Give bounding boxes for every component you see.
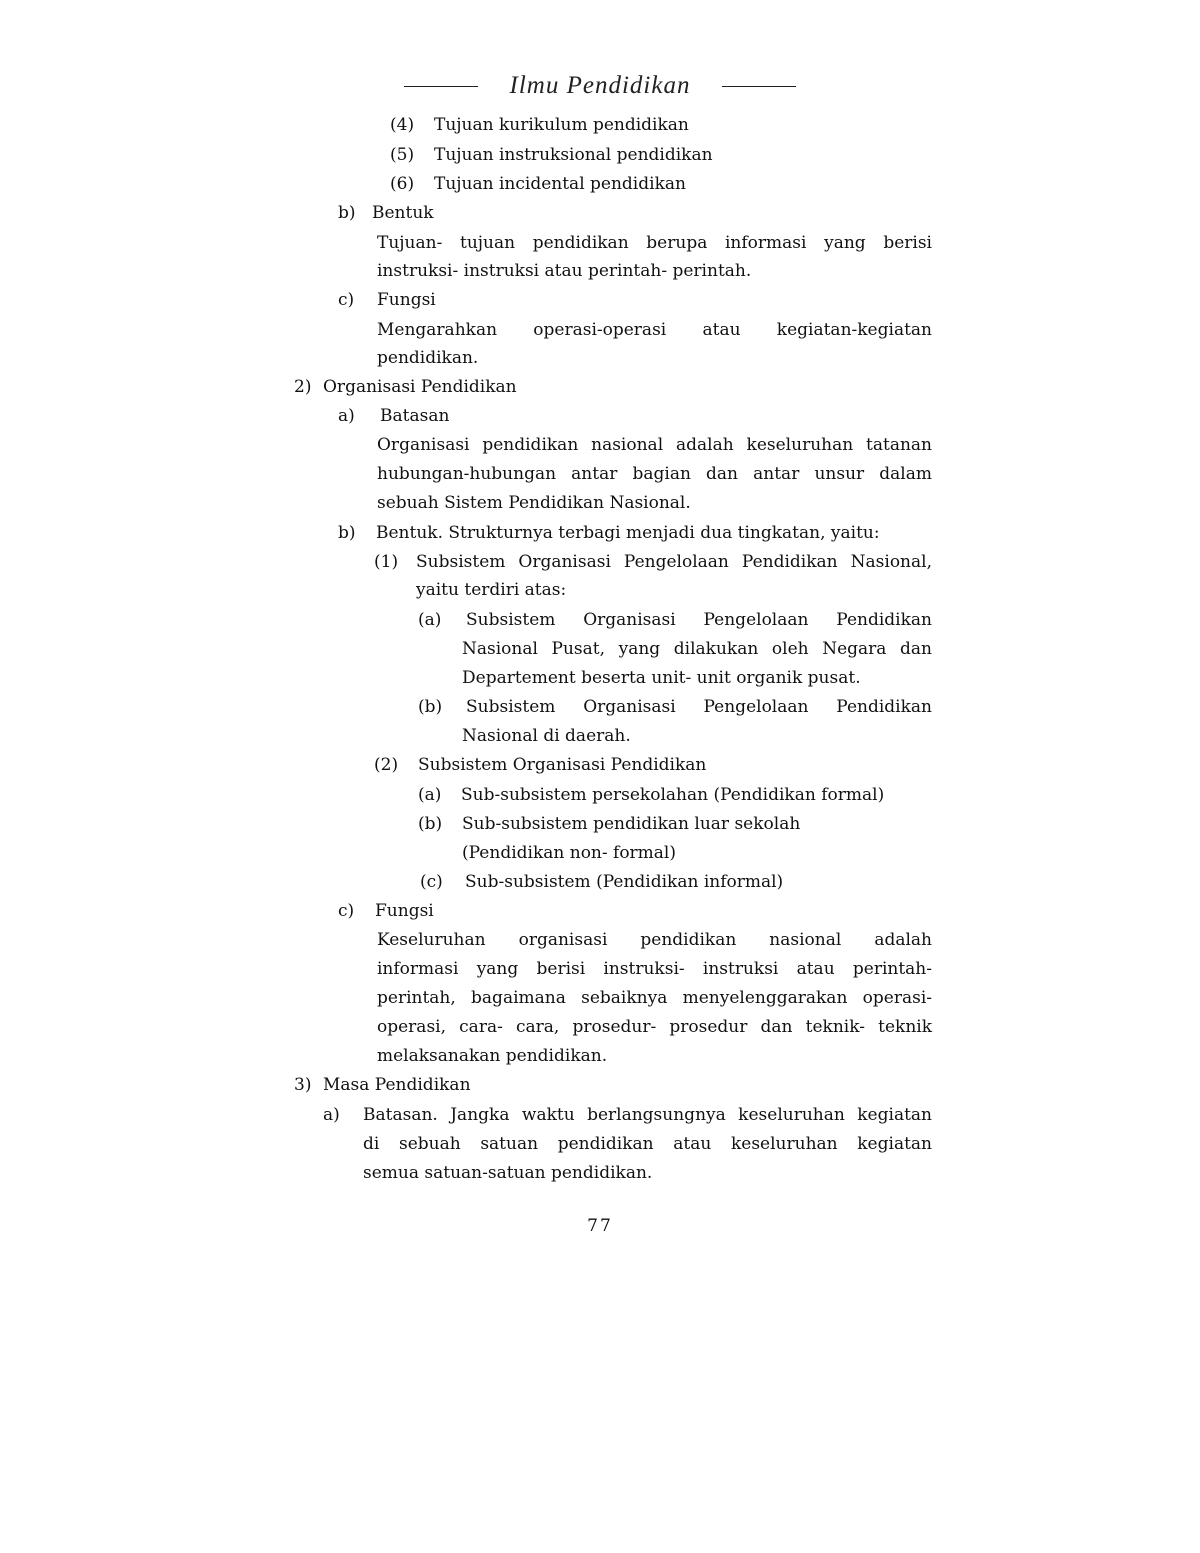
list-item: Subsistem Organisasi Pendidikan: [418, 755, 707, 775]
subheading: Batasan: [380, 406, 450, 426]
subheading: Fungsi: [377, 290, 436, 310]
paragraph-line: hubungan-hubungan antar bagian dan antar unsur dalam: [377, 464, 932, 484]
list-item: Sub-subsistem (Pendidikan informal): [465, 872, 784, 892]
paragraph-line: melaksanakan pendidikan.: [377, 1046, 608, 1066]
list-marker: (a): [418, 785, 442, 805]
list-marker: (1): [374, 552, 399, 572]
list-marker: (5): [390, 145, 415, 165]
list-item-line: Nasional Pusat, yang dilakukan oleh Negara dan: [462, 639, 932, 659]
paragraph-line: sebuah Sistem Pendidikan Nasional.: [377, 493, 691, 513]
paragraph-line: Mengarahkan operasi-operasi atau kegiatan-kegiatan: [377, 320, 932, 340]
list-item-line: Sub-subsistem pendidikan luar sekolah: [462, 814, 801, 834]
section-marker: 3): [294, 1075, 312, 1095]
list-marker: (6): [390, 174, 415, 194]
page-number: 77: [587, 1216, 613, 1236]
list-item-line: Subsistem Organisasi Pengelolaan Pendidikan: [466, 697, 932, 717]
header-title: Ilmu Pendidikan: [509, 72, 691, 99]
paragraph-line: di sebuah satuan pendidikan atau keseluruhan kegiatan: [363, 1134, 932, 1154]
paragraph-line: Keseluruhan organisasi pendidikan nasional adalah: [377, 930, 932, 950]
paragraph-line: informasi yang berisi instruksi- instruksi atau perintah-: [377, 959, 932, 979]
list-item: Tujuan instruksional pendidikan: [434, 145, 713, 165]
subheading: Fungsi: [375, 901, 434, 921]
paragraph-line: perintah, bagaimana sebaiknya menyelenggarakan operasi-: [377, 988, 932, 1008]
list-marker: (a): [418, 610, 442, 630]
list-marker: b): [338, 203, 356, 223]
list-item-line: (Pendidikan non- formal): [462, 843, 677, 863]
subheading: Bentuk: [372, 203, 434, 223]
list-marker: (4): [390, 115, 415, 135]
list-item: Tujuan incidental pendidikan: [434, 174, 686, 194]
paragraph-line: semua satuan-satuan pendidikan.: [363, 1163, 653, 1183]
subheading: Bentuk. Strukturnya terbagi menjadi dua tingkatan, yaitu:: [376, 523, 880, 543]
paragraph-line: instruksi- instruksi atau perintah- perintah.: [377, 261, 752, 281]
header-rule-left: [404, 86, 478, 87]
list-item-line: Subsistem Organisasi Pengelolaan Pendidikan: [466, 610, 932, 630]
list-marker: (c): [420, 872, 443, 892]
list-marker: (b): [418, 697, 443, 717]
list-item-line: Departement beserta unit- unit organik pusat.: [462, 668, 861, 688]
header-rule-right: [722, 86, 796, 87]
section-heading: Organisasi Pendidikan: [323, 377, 517, 397]
list-marker: c): [338, 290, 355, 310]
list-item: Sub-subsistem persekolahan (Pendidikan formal): [461, 785, 885, 805]
section-heading: Masa Pendidikan: [323, 1075, 471, 1095]
paragraph-line: pendidikan.: [377, 348, 479, 368]
list-marker: c): [338, 901, 355, 921]
running-header: [404, 70, 796, 102]
section-marker: 2): [294, 377, 312, 397]
list-marker: a): [338, 406, 355, 426]
list-marker: b): [338, 523, 356, 543]
list-marker: a): [323, 1105, 340, 1125]
paragraph-line: Batasan. Jangka waktu berlangsungnya keseluruhan kegiatan: [363, 1105, 932, 1125]
list-marker: (b): [418, 814, 443, 834]
paragraph-line: operasi, cara- cara, prosedur- prosedur dan teknik- teknik: [377, 1017, 932, 1037]
paragraph-line: Organisasi pendidikan nasional adalah keseluruhan tatanan: [377, 435, 932, 455]
list-item-line: Nasional di daerah.: [462, 726, 631, 746]
paragraph-line: Tujuan- tujuan pendidikan berupa informasi yang berisi: [377, 233, 932, 253]
list-item-line: Subsistem Organisasi Pengelolaan Pendidikan Nasional,: [416, 552, 932, 572]
list-marker: (2): [374, 755, 399, 775]
list-item-line: yaitu terdiri atas:: [416, 580, 567, 600]
list-item: Tujuan kurikulum pendidikan: [434, 115, 689, 135]
